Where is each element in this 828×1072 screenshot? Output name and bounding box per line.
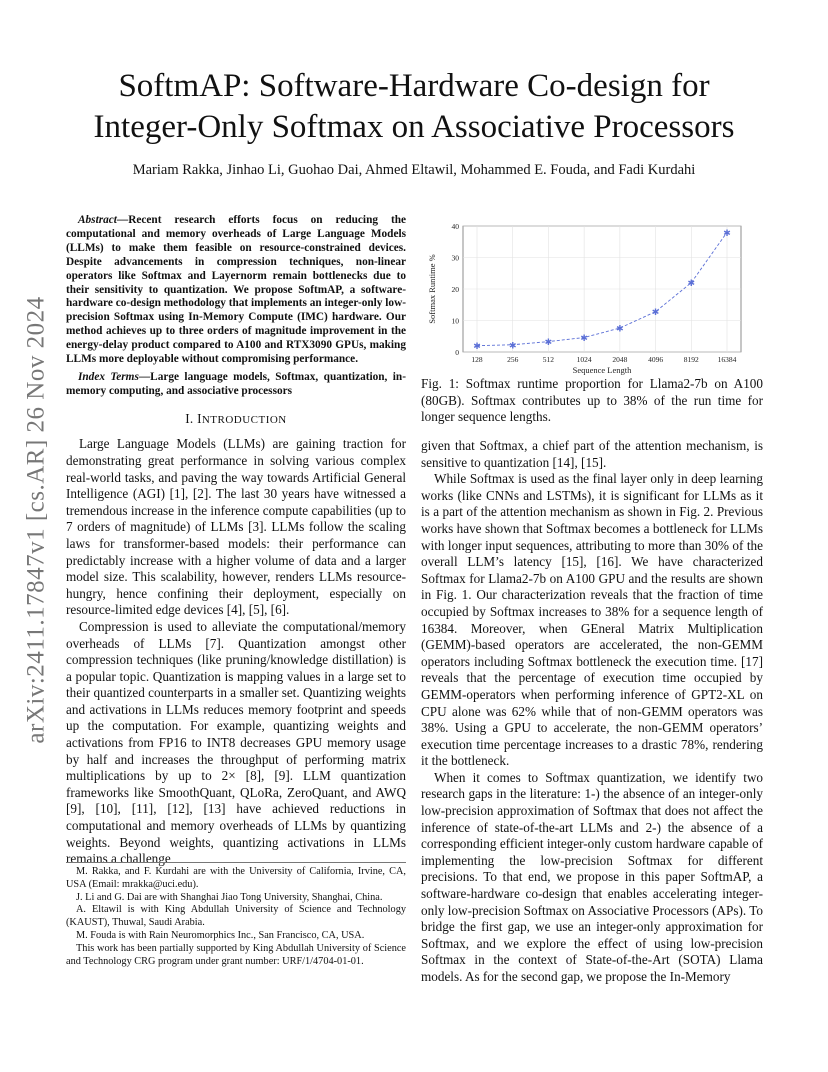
data-point: ✱ xyxy=(651,307,660,318)
data-point: ✱ xyxy=(616,323,624,334)
x-tick-label: 128 xyxy=(471,355,483,364)
x-tick-label: 256 xyxy=(507,355,519,364)
title-line-1: SoftmAP: Software-Hardware Co-design for xyxy=(118,68,710,104)
section-numeral: I. I xyxy=(185,410,202,426)
footnote: A. Eltawil is with King Abdullah University of Science and Technology (KAUST), Thuwal, Saudi Arabia. xyxy=(66,904,406,929)
y-tick-label: 20 xyxy=(451,285,459,294)
x-tick-label: 2048 xyxy=(612,355,628,364)
left-column xyxy=(66,214,406,868)
y-axis-label: Softmax Runtime % xyxy=(427,254,437,324)
footnote: M. Fouda is with Rain Neuromorphics Inc., San Francisco, CA, USA. xyxy=(76,929,365,941)
section-heading xyxy=(66,411,406,429)
footnote: J. Li and G. Dai are with Shanghai Jiao Tong University, Shanghai, China. xyxy=(76,891,383,903)
y-tick-label: 40 xyxy=(451,222,459,231)
x-tick-label: 8192 xyxy=(683,355,699,364)
body-paragraph: given that Softmax, a chief part of the attention mechanism, is sensitive to quantization [14], [15]. xyxy=(421,438,763,470)
footnote: This work has been partially supported by King Abdullah University of Science and Technology CRG program under grant number: URF/1/4704-01-01. xyxy=(66,942,406,967)
footnote: M. Rakka, and F. Kurdahi are with the University of California, Irvine, CA, USA (Email: mrakka@uci.edu). xyxy=(66,866,406,890)
figure-1 xyxy=(421,220,763,380)
index-terms-label: Index Terms xyxy=(78,370,139,383)
section-title: NTRODUCTION xyxy=(201,413,287,426)
arxiv-watermark xyxy=(22,280,52,760)
paper-title xyxy=(60,66,768,148)
index-terms-text: —Large language models, Softmax, quantization, in-memory computing, and associative processors xyxy=(66,370,406,397)
authors: Mariam Rakka, Jinhao Li, Guohao Dai, Ahmed Eltawil, Mohammed E. Fouda, and Fadi Kurdahi xyxy=(132,162,696,178)
x-tick-label: 16384 xyxy=(717,355,737,364)
x-tick-label: 1024 xyxy=(576,355,592,364)
arxiv-id: arXiv:2411.17847v1 [cs.AR] 26 Nov 2024 xyxy=(23,296,51,744)
abstract-label: Abstract xyxy=(78,214,117,226)
abstract xyxy=(66,214,406,367)
abstract-text: —Recent research efforts focus on reducing the computational and memory overheads of Large Language Models (LLMs) to make them feasible on resource-constrained devices. Despite advancements in compression techniques, non-linear operators like Softmax and Layernorm remain bottlenecks due to their sensitivity to quantization. We propose SoftmAP, a software-hardware co-design methodology that implements an integer-only low-precision Softmax using In-Memory Compute (IMC) hardware. Our method achieves up to three orders of magnitude improvement in the energy-delay product compared to A100 and RTX3090 GPUs, making LLMs more deployable without compromising performance. xyxy=(66,214,406,366)
y-tick-label: 0 xyxy=(455,348,459,357)
x-axis-label: Sequence Length xyxy=(572,365,632,375)
data-point: ✱ xyxy=(544,337,553,348)
y-tick-label: 10 xyxy=(451,316,459,326)
y-tick-label: 30 xyxy=(451,253,459,263)
x-tick-label: 512 xyxy=(542,355,555,364)
data-point: ✱ xyxy=(723,227,731,238)
footnotes xyxy=(66,862,406,968)
title-line-2: Integer-Only Softmax on Associative Processors xyxy=(93,109,735,145)
x-tick-label: 4096 xyxy=(648,355,664,364)
softmax-runtime-chart xyxy=(421,220,763,380)
index-terms xyxy=(66,371,406,399)
right-column xyxy=(421,438,763,986)
data-point: ✱ xyxy=(473,341,481,352)
body-paragraph: Large Language Models (LLMs) are gaining traction for demonstrating great performance in solving various complex real-world tasks, and paving the way towards Artificial General Intelligence (AGI) [1], [2]. The last 30 years have witnessed a tremendous increase in the inference compute capabilities (up to 7 orders of magnitude) of LLMs [3]. LLMs follow the scaling laws for transformer-based models: their performance can predictably increase with a higher volume of data and a larger model size. This scalability, however, renders LLMs resource-hungry, hence confining their deployment, especially on resource-limited edge devices [4], [5], [6]. xyxy=(66,436,406,618)
body-paragraph: Compression is used to alleviate the computational/memory overheads of LLMs [7]. Quantization amongst other compression techniques (like pruning/knowledge distillation) is a popular topic. Quantization is mapping values in a large set to their quantized counterparts in a smaller set. Quantizing weights and activations in LLMs reduces memory footprint and speeds up the computation. For example, quantizing weights and activations from FP16 to INT8 decreases GPU memory usage by half and increases the throughput of performing matrix multiplications by up to 2× [8], [9]. LLM quantization frameworks like SmoothQuant, QLoRa, ZeroQuant, and AWQ [9], [10], [11], [12], [13] have achieved reductions in computational and memory overheads of LLMs by quantizing weights. Beyond weights, quantizing activations in LLMs remains a challenge xyxy=(66,618,406,867)
data-point: ✱ xyxy=(508,340,517,351)
data-point: ✱ xyxy=(687,278,696,289)
figure-caption: Fig. 1: Softmax runtime proportion for Llama2-7b on A100 (80GB). Softmax contributes up to 38% of the run time for longer sequence lengths. xyxy=(421,376,763,425)
body-paragraph: When it comes to Softmax quantization, we identify two research gaps in the literature: 1-) the absence of an integer-only low-precision approximation of Softmax that does not affect the inference of state-of-the-art LLMs and 2-) the absence of a corresponding efficient integer-only custom hardware capable of implementing the low-precision Softmax for different precisions. To that end, we propose in this paper SoftmAP, a software-hardware co-design that enables accelerating integer-only low-precision Softmax on Associative Processors (APs). To bridge the first gap, we use an integer-only approximation for Softmax, and we explore the effect of using low-precision Softmax in the context of State-of-the-Art (SOTA) Llama models. As for the second gap, we propose the In-Memory xyxy=(421,769,763,984)
data-point: ✱ xyxy=(580,333,588,344)
body-paragraph: While Softmax is used as the final layer only in deep learning works (like CNNs and LSTMs), it is significant for LLMs as it is a part of the attention mechanism as shown in Fig. 2. Previous works have shown that Softmax becomes a bottleneck for LLMs with longer input sequences, attributing to more than 30% of the overall LLM’s latency [15], [16]. We have characterized Softmax for Llama2-7b on A100 GPU and the results are shown in Fig. 1. Our characterization reveals that the fraction of time occupied by Softmax increases to 38% for a sequence length of 16384. Moreover, when GEneral Matrix Multiplication (GEMM)-based operators are accelerated, the non-GEMM operators including Softmax bottleneck the execution time. [17] reveals that the percentage of execution time occupied by GEMM-operators when performing inference of GPT2-XL on CPU alone was 62% while that of non-GEMM operators was 38%. Using a GPU to accelerate, the non-GEMM operators’ execution time percentage increases to a drastic 78%, rendering it the bottleneck. xyxy=(421,471,763,769)
